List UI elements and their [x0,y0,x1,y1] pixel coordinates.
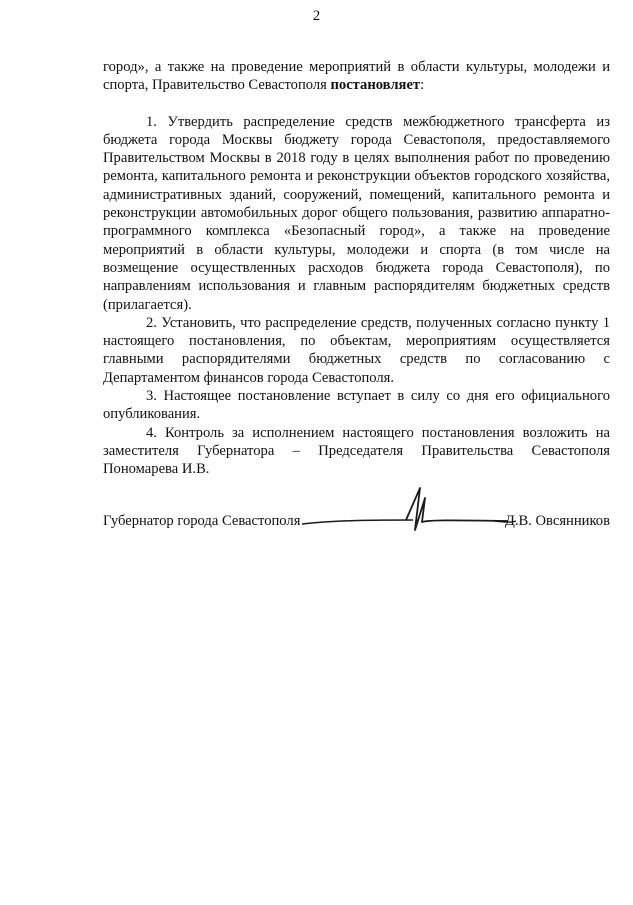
intro-paragraph [103,58,610,95]
signatory-name: Д.В. Овсянников [504,513,610,529]
intro-bold-verb: постановляет [330,77,421,94]
paragraph-3: 3. Настоящее постановление вступает в силу со дня его официального опубликования. [103,388,610,423]
paragraph-1: 1. Утвердить распределение средств межбюджетного трансферта из бюджета города Москвы бюджету города Севастополя, предоставляемого Правительством Москвы в 2018 году в целях выполнения работ по проведению ремонта, капитального ремонта и реконструкции объектов городского хозяйства, административных зданий, сооружений, помещений, капитального ремонта и реконструкции автомобильных дорог общего пользования, развитию аппаратно-программного комплекса «Безопасный город», а также на проведение мероприятий в области культуры, молодежи и спорта (в том числе на возмещение осуществленных расходов бюджета города Севастополя), по направлениям использования и главным распорядителям бюджетных средств (прилагается). [103,113,610,313]
paragraph-4: 4. Контроль за исполнением настоящего постановления возложить на заместителя Губернатора – Председателя Правительства Севастополя Пономарева И.В. [103,424,610,478]
document-body [103,58,610,479]
page-number: 2 [312,8,321,24]
intro-text: город», а также на проведение мероприятий в области культуры, молодежи и спорта, Правительство Севастополя [103,59,610,94]
signatory-title: Губернатор города Севастополя [103,513,301,529]
handwritten-signature [298,480,518,540]
intro-colon: : [420,77,425,94]
paragraph-2: 2. Установить, что распределение средств, полученных согласно пункту 1 настоящего постановления, по объектам, мероприятиям осуществляется главными распорядителями бюджетных средств по согласованию с Департаментом финансов города Севастополя. [103,314,610,386]
